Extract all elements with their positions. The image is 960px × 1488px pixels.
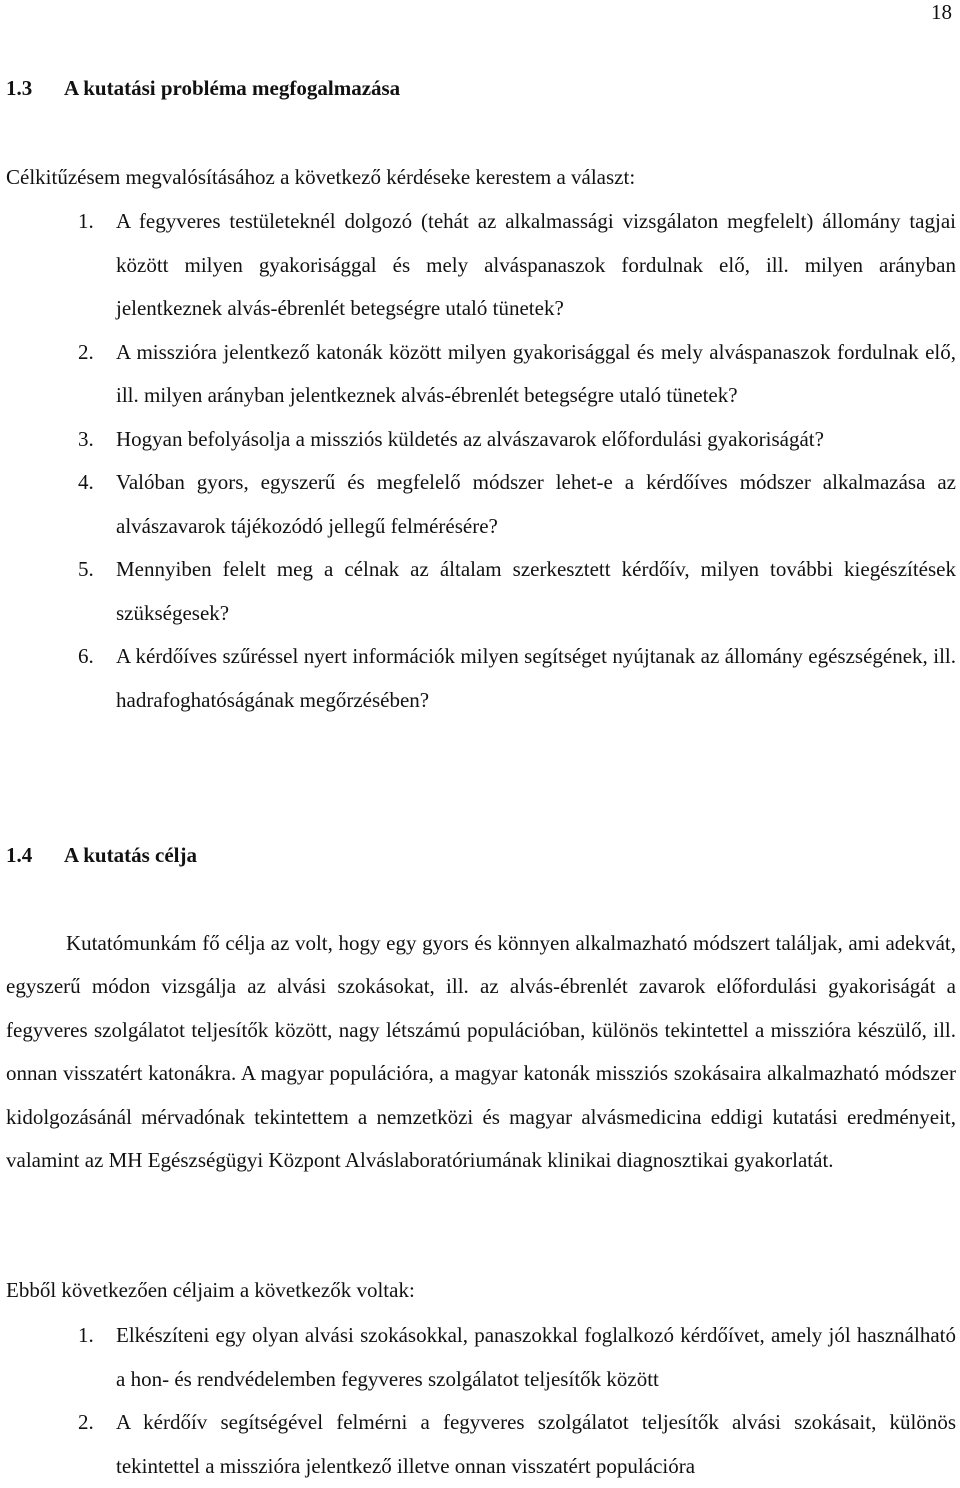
research-question: 1. A fegyveres testületeknél dolgozó (tehát az alkalmassági vizsgálaton megfelelt) állomány tagjai között milyen gyakorisággal és mely alváspanaszok fordulnak elő, ill. milyen arányban jelentkeznek alvás-ébrenlét betegségre utaló tünetek? (78, 209, 956, 320)
research-question: 3. Hogyan befolyásolja a missziós küldetés az alvászavarok előfordulási gyakoriságát? (78, 426, 824, 451)
research-questions-list (78, 200, 956, 722)
goals-list (78, 1314, 956, 1488)
goals-intro: Ebből következően céljaim a következők voltak: (6, 1278, 415, 1302)
goal-item: 1. Elkészíteni egy olyan alvási szokásokkal, panaszokkal foglalkozó kérdőívet, amely jól használható a hon- és rendvédelemben fegyveres szolgálatot teljesítők között (78, 1323, 956, 1391)
section-title: A kutatás célja (64, 843, 197, 867)
intro-sentence: Célkitűzésem megvalósításához a következő kérdéseke kerestem a választ: (6, 165, 636, 189)
research-question: 6. A kérdőíves szűréssel nyert információk milyen segítséget nyújtanak az állomány egészségének, ill. hadrafoghatóságának megőrzésében? (78, 644, 956, 712)
goal-paragraph: Kutatómunkám fő célja az volt, hogy egy gyors és könnyen alkalmazható módszert találjak, ami adekvát, egyszerű módon vizsgálja az alvási szokásokat, ill. az alvás-ébrenlét zavarok előfordulási gyakoriságát a fegyveres szolgálatot teljesítők között, nagy létszámú populációban, különös tekintettel a misszióra készülő, ill. onnan visszatért katonákra. A magyar populációra, a magyar katonák missziós szokásaira alkalmazható módszer kidolgozásánál mérvadónak tekintettem a nemzetközi és magyar alvásmedicina eddigi kutatási eredményeit, valamint az MH Egészségügyi Központ Alváslaboratóriumának klinikai diagnosztikai gyakorlatát. (6, 931, 956, 1173)
goal-item: 2. A kérdőív segítségével felmérni a fegyveres szolgálatot teljesítők alvási szokásait, különös tekintettel a misszióra jelentkező illetve onnan visszatért populációra (78, 1410, 956, 1478)
section-number: 1.3 (6, 76, 33, 100)
section-heading-1-3 (6, 76, 400, 101)
section-heading-1-4 (6, 843, 197, 868)
page-number: 18 (931, 0, 952, 24)
section-number: 1.4 (6, 843, 33, 867)
section-title: A kutatási probléma megfogalmazása (64, 76, 401, 100)
research-question: 5. Mennyiben felelt meg a célnak az általam szerkesztett kérdőív, milyen további kiegészítések szükségesek? (78, 557, 956, 625)
research-question: 2. A misszióra jelentkező katonák között milyen gyakorisággal és mely alváspanaszok fordulnak elő, ill. milyen arányban jelentkeznek alvás-ébrenlét betegségre utaló tünetek? (78, 339, 956, 407)
research-question: 4. Valóban gyors, egyszerű és megfelelő módszer lehet-e a kérdőíves módszer alkalmazása az alvászavarok tájékozódó jellegű felmérésére? (78, 470, 956, 538)
